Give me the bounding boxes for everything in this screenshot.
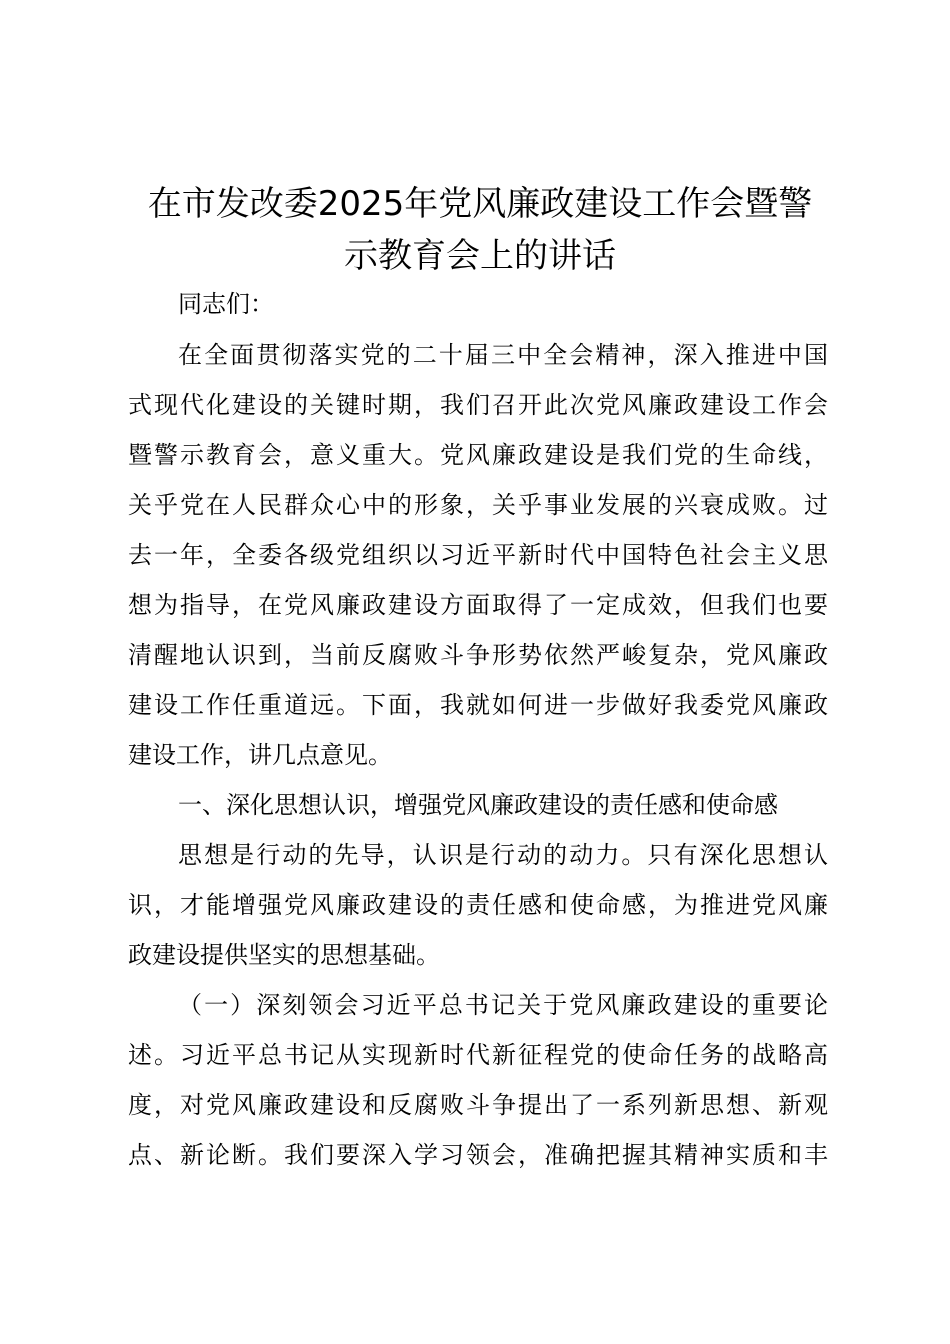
paragraph-line: 关乎党在人民群众心中的形象，关乎事业发展的兴衰成败。过 — [128, 491, 828, 519]
paragraph-line: 识，才能增强党风廉政建设的责任感和使命感，为推进党风廉 — [128, 891, 828, 919]
paragraph-line: 在全面贯彻落实党的二十届三中全会精神，深入推进中国 — [178, 341, 828, 369]
subsection-line: （一）深刻领会习近平总书记关于党风廉政建设的重要论 — [178, 991, 828, 1019]
paragraph-line: 建设工作，讲几点意见。 — [128, 741, 392, 769]
paragraph-line: 思想是行动的先导，认识是行动的动力。只有深化思想认 — [178, 841, 828, 869]
paragraph-line: 政建设提供坚实的思想基础。 — [128, 941, 440, 969]
paragraph-line: 度，对党风廉政建设和反腐败斗争提出了一系列新思想、新观 — [128, 1091, 828, 1119]
section-heading: 一、深化思想认识，增强党风廉政建设的责任感和使命感 — [178, 791, 778, 819]
paragraph-line: 去一年，全委各级党组织以习近平新时代中国特色社会主义思 — [128, 541, 828, 569]
salutation: 同志们： — [178, 290, 274, 318]
paragraph-line: 建设工作任重道远。下面，我就如何进一步做好我委党风廉政 — [128, 691, 828, 719]
paragraph-line: 式现代化建设的关键时期，我们召开此次党风廉政建设工作会 — [128, 391, 828, 419]
paragraph-line: 点、新论断。我们要深入学习领会，准确把握其精神实质和丰 — [128, 1141, 828, 1169]
paragraph-line: 述。习近平总书记从实现新时代新征程党的使命任务的战略高 — [128, 1041, 828, 1069]
paragraph-line: 清醒地认识到，当前反腐败斗争形势依然严峻复杂，党风廉政 — [128, 641, 828, 669]
document-title-line-2: 示教育会上的讲话 — [344, 236, 616, 276]
document-title-line-1: 在市发改委2025年党风廉政建设工作会暨警 — [147, 184, 813, 224]
paragraph-line: 暨警示教育会，意义重大。党风廉政建设是我们党的生命线， — [128, 441, 828, 469]
paragraph-line: 想为指导，在党风廉政建设方面取得了一定成效，但我们也要 — [128, 591, 828, 619]
